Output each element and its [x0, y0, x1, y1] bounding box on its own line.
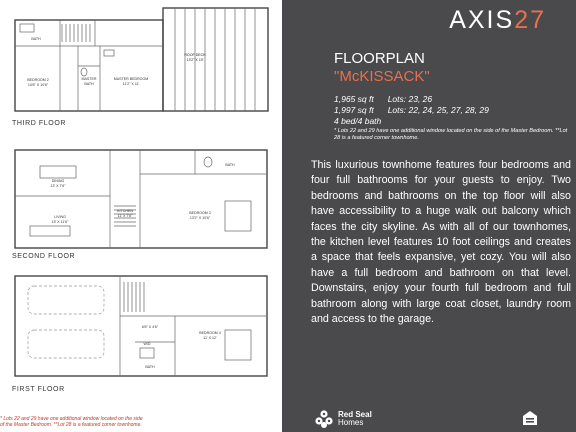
- third-floor-label: THIRD FLOOR: [12, 120, 67, 127]
- second-bath-label: BATH: [225, 163, 235, 167]
- spec1-size: 1,965 sq ft: [334, 94, 374, 104]
- wd-label: W/D: [143, 342, 151, 346]
- spec2-size: 1,997 sq ft: [334, 105, 374, 115]
- info-panel: [282, 0, 576, 432]
- second-floor-label: SECOND FLOOR: [12, 253, 76, 260]
- logo-line1: Red Seal: [338, 410, 372, 419]
- master-bath-label-2: BATH: [84, 82, 94, 86]
- left-footnote-line2: of the Master Bedroom. **Lot 28 is a featured corner townhome.: [0, 422, 142, 428]
- dining-dim: 13' X 7'6": [50, 184, 66, 188]
- spec-note: * Lots 22 and 29 have one additional window located on the side of the Master Bedroom. **Lot 28 is a featured corner townhome.: [334, 128, 568, 141]
- bath1-label: BATH: [31, 37, 41, 41]
- logo-line2: Homes: [338, 418, 364, 427]
- spec-line-2: [334, 105, 570, 116]
- floorplan-specs: [334, 94, 570, 142]
- spec-line-3: 4 bed/4 bath: [334, 116, 382, 126]
- spec1-lots: Lots: 23, 26: [387, 94, 433, 104]
- red-seal-icon: [314, 409, 334, 429]
- kitchen-dim: 11' X 7'6": [117, 214, 133, 218]
- equal-housing-icon: [522, 410, 538, 426]
- master-bath-label: MASTER: [81, 77, 97, 81]
- brand-number: 27: [514, 6, 546, 34]
- floorplan-title: FLOORPLAN: [334, 50, 425, 67]
- first-floor-label: FIRST FLOOR: [12, 386, 65, 393]
- bedroom3-dim: 13'2" X 10'6": [189, 216, 211, 220]
- master-bedroom-dim: 11'2" X 11': [122, 82, 140, 86]
- closet-dim: 6'6" X 4'6": [141, 325, 159, 329]
- spec-line-1: [334, 94, 570, 105]
- bedroom4-dim: 11' X 12': [203, 336, 217, 340]
- roof-deck-dim: 13'2" X 19': [186, 58, 204, 62]
- brand-word: AXIS: [449, 6, 515, 34]
- floorplan-name: "McKISSACK": [334, 68, 430, 85]
- third-floor-plan: [0, 6, 282, 116]
- bedroom3-label: BEDROOM 3: [189, 211, 211, 215]
- dining-label: DINING: [51, 179, 65, 183]
- first-floor-plan: [0, 272, 282, 380]
- red-seal-logo: [314, 409, 372, 429]
- roof-deck-label: ROOF DECK: [184, 53, 206, 57]
- first-bath-label: BATH: [145, 365, 155, 369]
- bedroom2-dim: 10'6" X 10'6": [27, 83, 49, 87]
- master-bedroom-label: MASTER BEDROOM: [113, 77, 149, 81]
- axis27-logo: [449, 6, 546, 35]
- left-footnote-line1: * Lots 22 and 29 have one additional window located on the side: [0, 416, 143, 422]
- floorplan-drawings-panel: [0, 0, 282, 432]
- bedroom4-label: BEDROOM 4: [199, 331, 221, 335]
- bedroom2-label: BEDROOM 2: [27, 78, 49, 82]
- logo-text: [338, 411, 372, 427]
- living-label: LIVING: [54, 215, 66, 219]
- spec2-lots: Lots: 22, 24, 25, 27, 28, 29: [387, 105, 489, 115]
- living-dim: 15' X 11'6": [51, 220, 69, 224]
- floorplan-description: This luxurious townhome features four bedrooms and four full bathrooms for your guests to enjoy. Two bedrooms and bathrooms on the top floor will also have accessibility to a huge walk out balcony which faces the city skyline. As with all of our townhomes, the kitchen level features 10 foot ceilings and creates a space that feels expansive, yet cozy. You will also have a full bedroom and bathroom on that level. Downstairs, enjoy your fourth full bedroom and full bathroom along with large coat closet, laundry room and access to the garage.: [311, 159, 571, 326]
- left-footnote: [0, 416, 282, 428]
- second-floor-plan: [0, 146, 282, 250]
- kitchen-label: KITCHEN: [117, 209, 133, 213]
